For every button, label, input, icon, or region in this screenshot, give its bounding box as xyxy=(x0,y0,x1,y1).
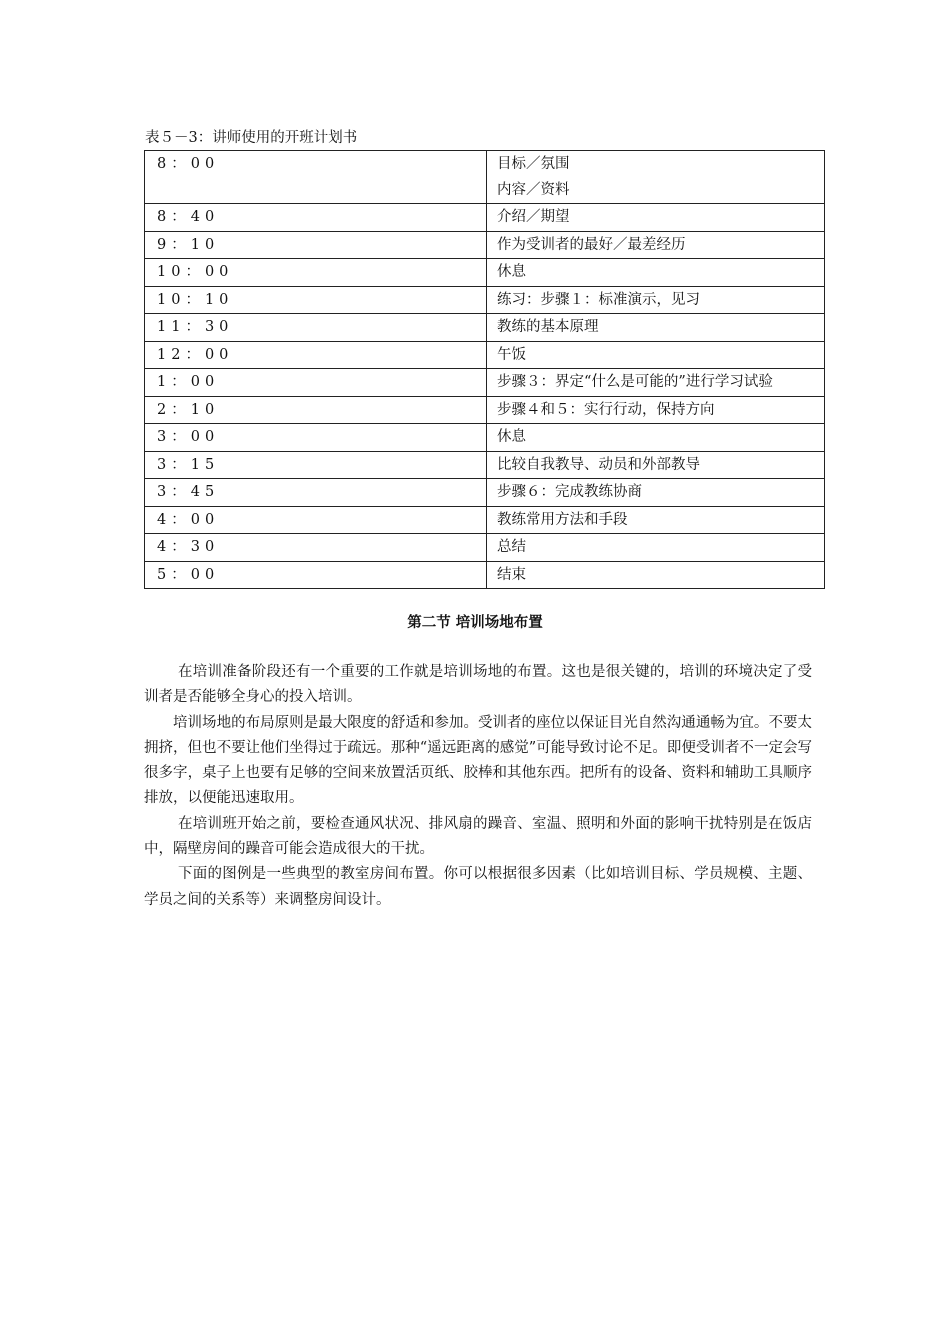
schedule-item-cell xyxy=(487,204,825,232)
schedule-item-cell xyxy=(487,534,825,562)
paragraph-4: 下面的图例是一些典型的教室房间布置。你可以根据很多因素（比如培训目标、学员规模、主题、学员之间的关系等）来调整房间设计。 xyxy=(144,866,812,908)
table-row xyxy=(145,314,825,342)
schedule-table xyxy=(144,150,825,589)
schedule-item-text: 结束 xyxy=(497,566,526,583)
table-row xyxy=(145,341,825,369)
schedule-time-cell: 3：00 xyxy=(145,424,487,452)
schedule-item-cell xyxy=(487,424,825,452)
schedule-time-cell: 11：30 xyxy=(145,314,487,342)
schedule-item-text: 介绍／期望 xyxy=(497,209,570,225)
schedule-time-cell: 4：00 xyxy=(145,506,487,534)
schedule-item-text: 休息 xyxy=(497,264,526,280)
schedule-item-text: 总结 xyxy=(497,539,526,555)
schedule-item-cell xyxy=(487,259,825,287)
paragraph-1: 在培训准备阶段还有一个重要的工作就是培训场地的布置。这也是很关键的，培训的环境决定了受训者是否能够全身心的投入培训。 xyxy=(144,664,812,706)
schedule-item-text: 休息 xyxy=(497,429,526,445)
paragraph-3: 在培训班开始之前，要检查通风状况、排风扇的躁音、室温、照明和外面的影响干扰特别是在饭店中，隔壁房间的躁音可能会造成很大的干扰。 xyxy=(144,815,812,858)
schedule-item-text: 步骤４和５：实行行动，保持方向 xyxy=(497,401,715,418)
schedule-table-body xyxy=(145,151,825,589)
schedule-item-text: 教练的基本原理 xyxy=(497,319,599,335)
schedule-item-cell xyxy=(487,396,825,424)
schedule-item-text: 步骤３：界定“什么是可能的”进行学习试验 xyxy=(497,374,773,390)
paragraph-2: 培训场地的布局原则是最大限度的舒适和参加。受训者的座位以保证目光自然沟通通畅为宜。不要太拥挤，但也不要让他们坐得过于疏远。那种“遥远距离的感觉”可能导致讨论不足。即便受训者不一定会写很多字，桌子上也要有足够的空间来放置活页纸、胶棒和其他东西。把所有的设备、资料和辅助工具顺序排放，以便能迅速取用。 xyxy=(144,714,812,807)
schedule-item-cell xyxy=(487,479,825,507)
body-text xyxy=(144,660,812,913)
schedule-item-text: 教练常用方法和手段 xyxy=(497,511,628,528)
schedule-item-cell xyxy=(487,341,825,369)
schedule-item-text: 内容／资料 xyxy=(497,181,570,198)
schedule-time-cell: 3：45 xyxy=(145,479,487,507)
schedule-time-cell: 4：30 xyxy=(145,534,487,562)
schedule-item-cell xyxy=(487,151,825,204)
table-caption: 表５－3：讲师使用的开班计划书 xyxy=(145,130,358,146)
schedule-item-cell xyxy=(487,506,825,534)
schedule-time-cell: 10：10 xyxy=(145,286,487,314)
table-row xyxy=(145,231,825,259)
table-row xyxy=(145,396,825,424)
schedule-item-cell xyxy=(487,286,825,314)
schedule-time-cell: 1：00 xyxy=(145,369,487,397)
table-row xyxy=(145,151,825,204)
schedule-time-cell: 10：00 xyxy=(145,259,487,287)
schedule-time-cell: 5：00 xyxy=(145,561,487,589)
table-row xyxy=(145,534,825,562)
table-row xyxy=(145,259,825,287)
schedule-time-cell: 2：10 xyxy=(145,396,487,424)
table-row xyxy=(145,286,825,314)
schedule-item-cell xyxy=(487,369,825,397)
schedule-item-text: 午饭 xyxy=(497,346,526,363)
schedule-time-cell: 8：40 xyxy=(145,204,487,232)
schedule-item-cell xyxy=(487,561,825,589)
table-row xyxy=(145,369,825,397)
section-title: 第二节 培训场地布置 xyxy=(407,614,543,631)
table-row xyxy=(145,451,825,479)
table-row xyxy=(145,424,825,452)
schedule-item-text: 目标／氛围 xyxy=(497,156,570,172)
table-row xyxy=(145,506,825,534)
table-row xyxy=(145,204,825,232)
schedule-item-text: 步骤６：完成教练协商 xyxy=(497,484,642,500)
schedule-item-cell xyxy=(487,314,825,342)
schedule-item-text: 比较自我教导、动员和外部教导 xyxy=(497,456,700,473)
schedule-item-text: 作为受训者的最好／最差经历 xyxy=(497,236,686,253)
schedule-time-cell: 8：00 xyxy=(145,151,487,204)
table-row xyxy=(145,561,825,589)
schedule-time-cell: 9：10 xyxy=(145,231,487,259)
schedule-time-cell: 12：00 xyxy=(145,341,487,369)
schedule-item-text: 练习：步骤１：标准演示，见习 xyxy=(497,291,700,308)
schedule-item-cell xyxy=(487,231,825,259)
schedule-item-cell xyxy=(487,451,825,479)
table-row xyxy=(145,479,825,507)
schedule-time-cell: 3：15 xyxy=(145,451,487,479)
